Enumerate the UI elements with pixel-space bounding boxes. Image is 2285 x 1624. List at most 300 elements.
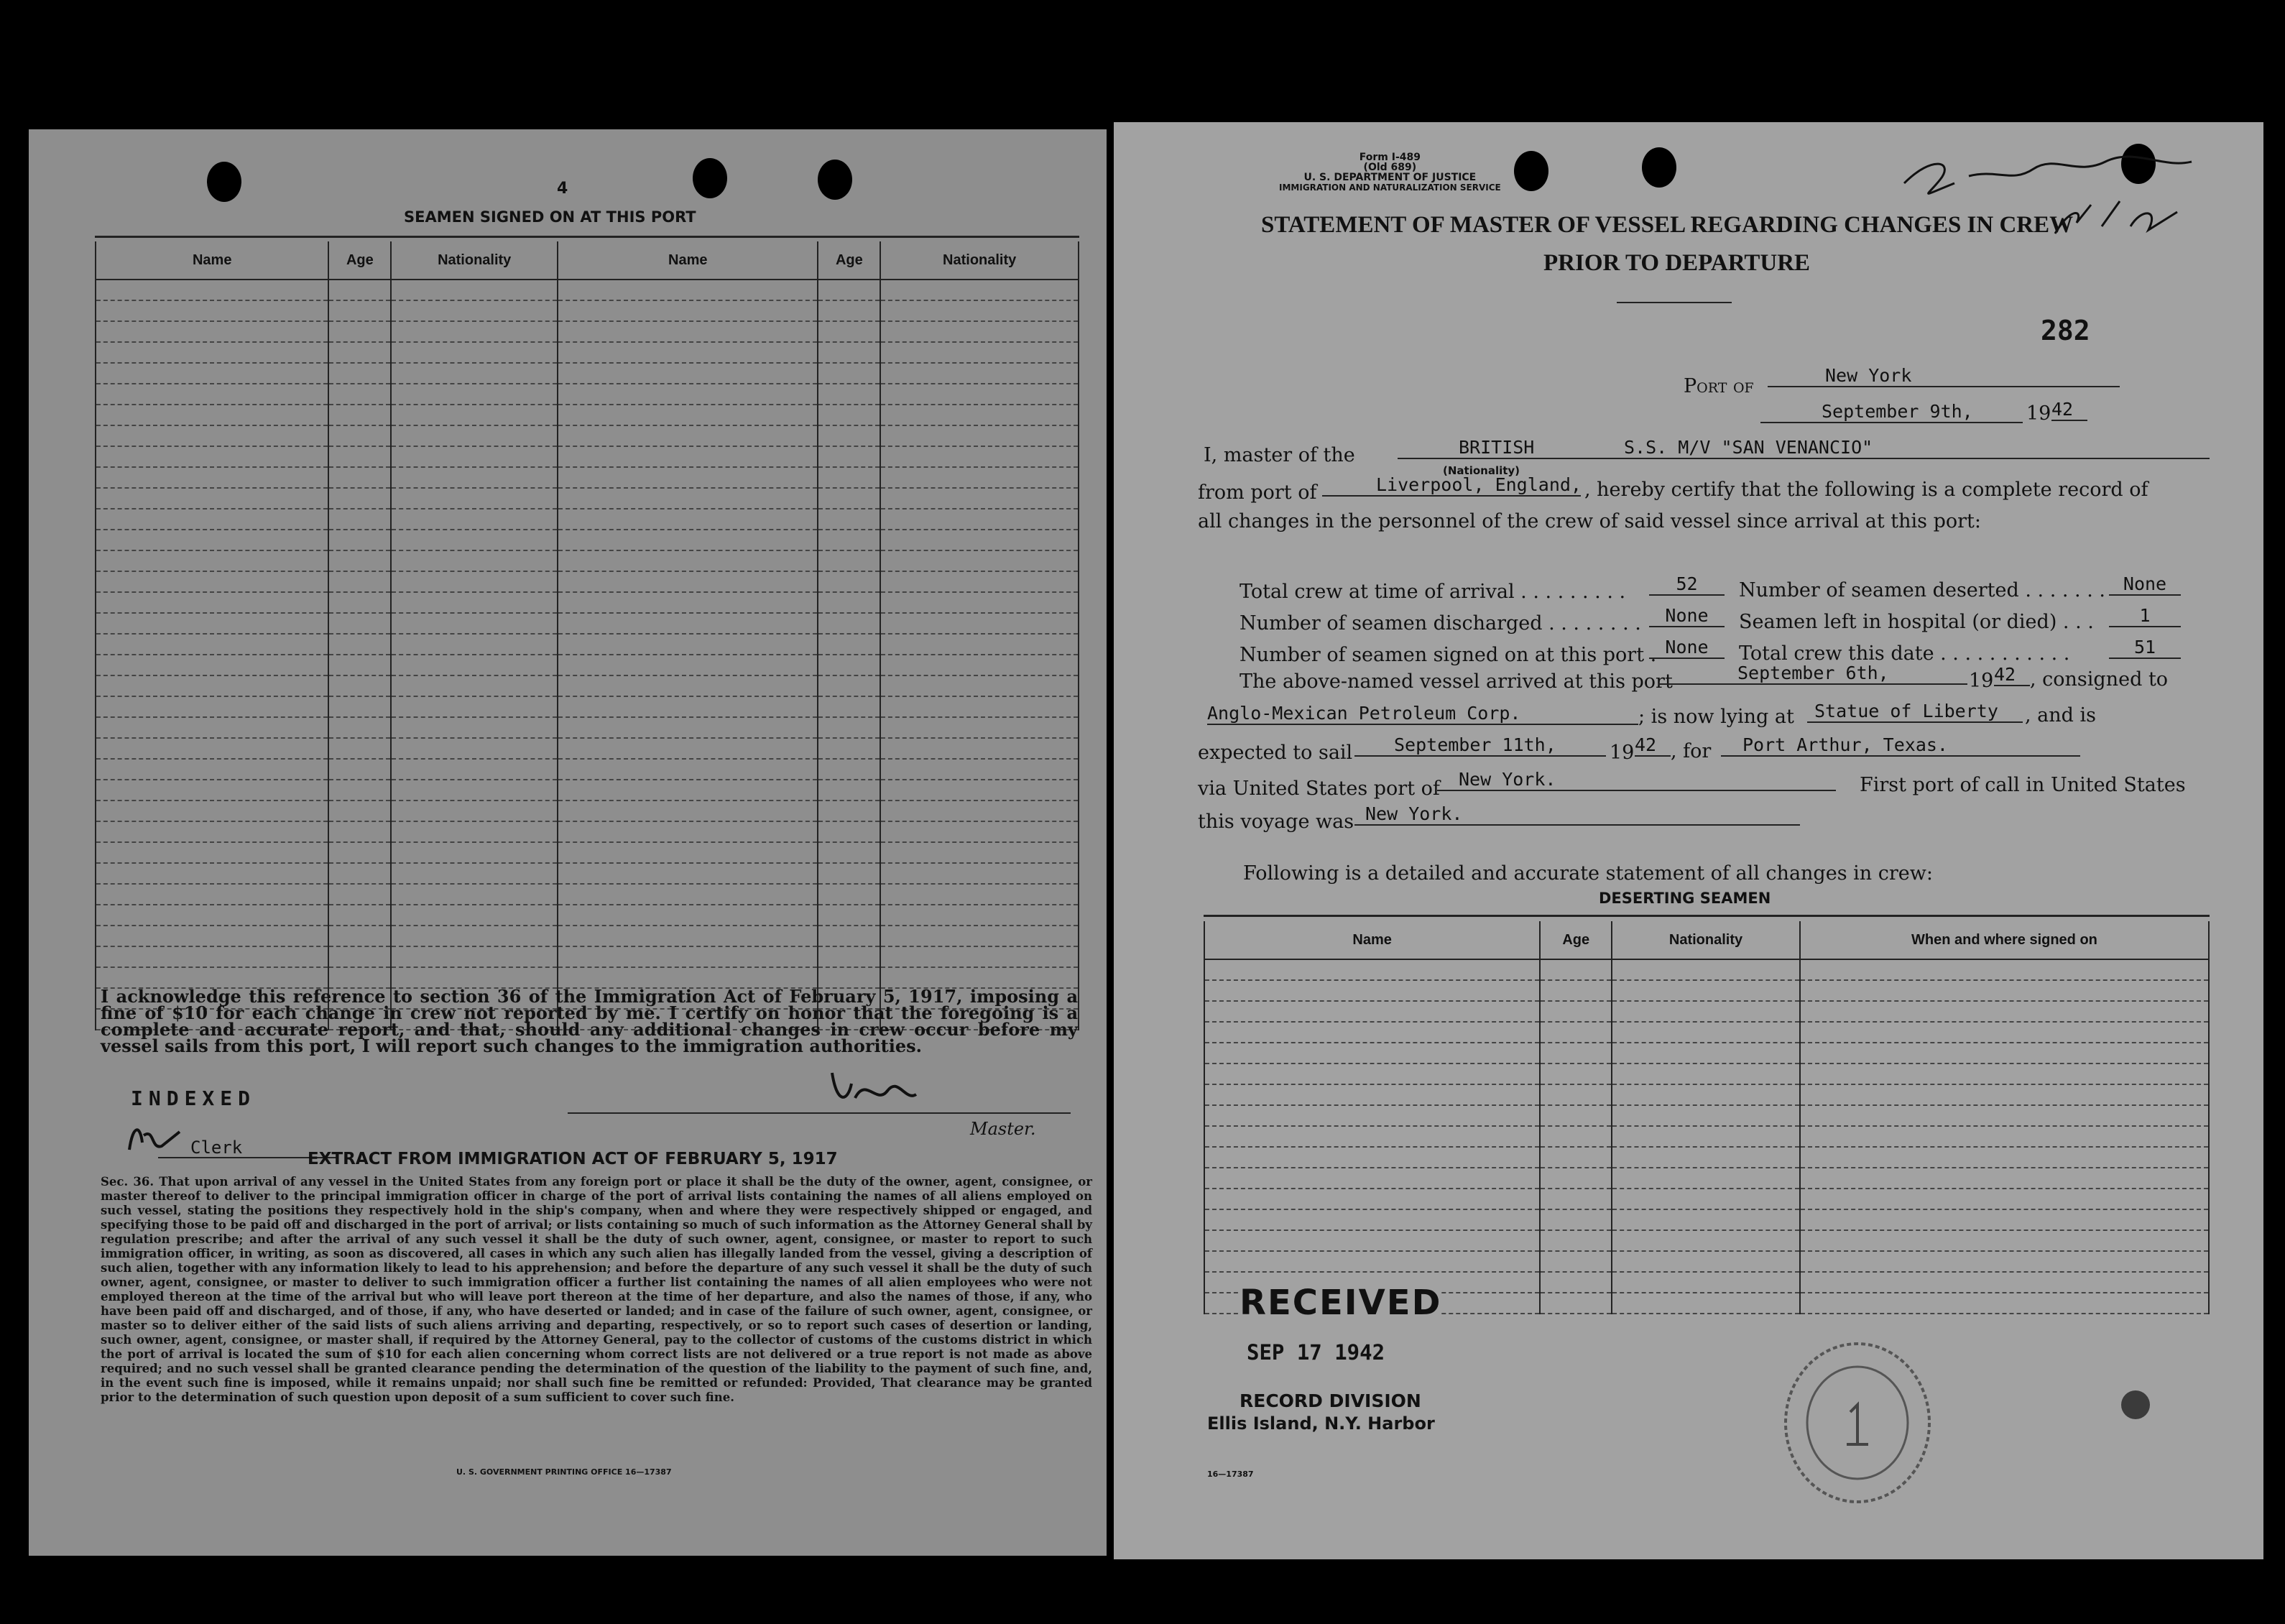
table-cell [328, 550, 391, 571]
seamen-signed-header: SEAMEN SIGNED ON AT THIS PORT [404, 208, 696, 226]
table-cell [818, 675, 880, 696]
table-cell [96, 509, 328, 530]
table-cell [391, 842, 558, 863]
table-cell [558, 592, 818, 613]
acknowledgment-text: I acknowledge this reference to section 36 of the Immigration Act of February 5, 1917, imposing a fine of $10 for each change in crew not reported by me. I certify on honor that the foregoing is a complete and accurate report, and that, should any additional changes in crew occur before my vessel sails from this port, I will report such changes to the immigration authorities. [101, 986, 1078, 1056]
table-cell [1612, 1189, 1800, 1209]
record-division: RECORD DIVISION [1240, 1390, 1421, 1411]
table-row [1204, 1001, 2209, 1022]
divider [1204, 915, 2210, 917]
table-cell [1612, 1293, 1800, 1314]
table-cell [880, 488, 1079, 509]
arrived-date: September 6th, [1658, 663, 1967, 685]
table-cell [96, 634, 328, 655]
table-cell [818, 592, 880, 613]
table-cell [1800, 1209, 2209, 1230]
table-cell [880, 613, 1079, 634]
ellis-island: Ellis Island, N.Y. Harbor [1207, 1413, 1435, 1434]
table-cell [558, 717, 818, 738]
table-cell [391, 946, 558, 967]
master-of-label: I, master of the [1204, 444, 1355, 466]
table-cell [328, 405, 391, 425]
vessel-value: S.S. M/V "SAN VENANCIO" [1624, 437, 2210, 459]
table-cell [558, 738, 818, 759]
table-row [96, 509, 1079, 530]
table-cell [1204, 1189, 1540, 1209]
first-port-text: First port of call in United States [1860, 774, 2186, 796]
stat-label: Seamen left in hospital (or died) . . . [1739, 611, 2094, 633]
round-seal-stamp [1778, 1337, 1937, 1509]
table-cell [558, 321, 818, 342]
stat-label: Total crew at time of arrival . . . . . . . . . [1240, 581, 1626, 603]
table-cell [328, 696, 391, 717]
table-row [96, 342, 1079, 363]
table-cell [96, 592, 328, 613]
table-row [96, 446, 1079, 467]
via-text: via United States port of [1198, 778, 1440, 800]
table-cell [328, 675, 391, 696]
table-cell [558, 488, 818, 509]
table-cell [818, 946, 880, 967]
table-cell [96, 863, 328, 884]
table-row [1204, 1022, 2209, 1043]
table-cell [1800, 1126, 2209, 1147]
table-row [96, 842, 1079, 863]
sail-year: 42 [1635, 734, 1671, 757]
table-cell [880, 425, 1079, 446]
table-cell [1800, 1043, 2209, 1064]
table-cell [328, 780, 391, 801]
table-cell [818, 842, 880, 863]
received-date: SEP 17 1942 [1247, 1340, 1385, 1365]
table-cell [1540, 1084, 1612, 1105]
table-cell [328, 967, 391, 988]
stat-label: Number of seamen deserted . . . . . . . [1739, 579, 2105, 601]
table-row [1204, 1147, 2209, 1168]
table-cell [558, 613, 818, 634]
table-cell [96, 926, 328, 946]
table-cell [328, 509, 391, 530]
divider [95, 236, 1079, 238]
table-cell [391, 801, 558, 821]
table-cell [880, 863, 1079, 884]
table-cell [1612, 1230, 1800, 1251]
table-row [96, 488, 1079, 509]
table-cell [96, 780, 328, 801]
consignee-value: Anglo-Mexican Petroleum Corp. [1207, 703, 1638, 725]
table-cell [558, 509, 818, 530]
table-cell [818, 863, 880, 884]
stat-label: Number of seamen signed on at this port . [1240, 644, 1657, 666]
table-cell [558, 300, 818, 321]
table-cell [96, 550, 328, 571]
table-row [96, 363, 1079, 384]
title-line-2: PRIOR TO DEPARTURE [1543, 250, 1811, 276]
page-number: 4 [557, 180, 568, 198]
table-cell [880, 363, 1079, 384]
table-cell [818, 613, 880, 634]
extract-title: EXTRACT FROM IMMIGRATION ACT OF FEBRUARY 5, 1917 [308, 1150, 838, 1168]
table-cell [328, 842, 391, 863]
form-code: 16—17387 [1207, 1470, 1254, 1479]
table-cell [818, 300, 880, 321]
table-cell [1612, 1022, 1800, 1043]
table-cell [328, 613, 391, 634]
table-cell [818, 696, 880, 717]
extract-text: Sec. 36. That upon arrival of any vessel in the United States from any foreign port or place it shall be the duty of the owner, agent, consignee, or master thereof to deliver to the principal immigration officer in charge of the port of arrival lists containing the names of all aliens employed on such vessel, stating the positions they respectively hold in the ship's company, when and where they were respectively shipped or engaged, and specifying those to be paid off and discharged in the port of arrival; or lists containing so much of such information as the Attorney General shall by regulation prescribe; and after the arrival of any such vessel it shall be the duty of such owner, agent, consignee, or master to report to such immigration officer, in writing, as soon as discovered, all cases in which any such alien has illegally landed from the vessel, giving a description of such alien, together with any information likely to lead to his apprehension; and before the departure of any such vessel it shall be the duty of such owner, agent, consignee, or master to deliver to such immigration officer a further list containing the names of all alien employees who were not employed thereon at the time of the arrival but who will leave port thereon at the time of her departure, and also the names of those, if any, who have been paid off and discharged, and of those, if any, who have deserted or landed; and in case of the failure of such owner, agent, consignee, or master so to deliver either of the said lists of such aliens arriving and departing, respectively, or so to report such cases of desertion or landing, such owner, agent, consignee, or master shall, if required by the Attorney General, pay to the collector of customs of the customs district in which the port of arrival is located the sum of $10 for each alien concerning whom correct lists are not delivered or a true report is not made as above required; and no such vessel shall be granted clearance pending the determination of the question of the liability to the payment of such fine, and, in the event such fine is imposed, while it remains unpaid; nor shall such fine be remitted or refunded: Provided, That clearance may be granted prior to the determination of such question upon deposit of a sum sufficient to cover such fine. [101, 1175, 1092, 1404]
stat-value: None [1649, 605, 1725, 627]
table-cell [391, 884, 558, 905]
all-changes-text: all changes in the personnel of the crew of said vessel since arrival at this port: [1198, 510, 1981, 532]
table-row [96, 738, 1079, 759]
table-cell [1800, 1272, 2209, 1293]
table-cell [96, 280, 328, 300]
table-cell [1540, 1189, 1612, 1209]
table-cell [1204, 1043, 1540, 1064]
table-row [96, 780, 1079, 801]
table-cell [818, 801, 880, 821]
table-cell [880, 759, 1079, 780]
table-cell [96, 717, 328, 738]
table-cell [558, 926, 818, 946]
col-age: Age [1540, 921, 1612, 959]
master-line [568, 1112, 1071, 1114]
table-cell [818, 655, 880, 675]
table-cell [391, 905, 558, 926]
table-cell [96, 884, 328, 905]
sail-date: September 11th, [1354, 734, 1606, 757]
table-cell [391, 363, 558, 384]
year-prefix: 19 [2026, 402, 2051, 425]
table-cell [1204, 1126, 1540, 1147]
table-row [1204, 1084, 2209, 1105]
table-cell [1612, 1209, 1800, 1230]
table-row [96, 946, 1079, 967]
table-cell [558, 759, 818, 780]
table-row [96, 530, 1079, 550]
table-cell [96, 738, 328, 759]
port-label: Port of [1684, 375, 1754, 397]
table-cell [1612, 1001, 1800, 1022]
table-cell [558, 530, 818, 550]
table-cell [1204, 959, 1540, 980]
table-cell [328, 280, 391, 300]
department: U. S. DEPARTMENT OF JUSTICE [1303, 172, 1477, 183]
table-cell [328, 634, 391, 655]
table-cell [1800, 1147, 2209, 1168]
from-port-label: from port of [1198, 481, 1317, 504]
consigned-text: , consigned to [2030, 668, 2169, 691]
table-row [1204, 1209, 2209, 1230]
table-row [96, 696, 1079, 717]
doc-number: 282 [2041, 315, 2090, 346]
table-cell [1800, 1064, 2209, 1084]
table-cell [1540, 1126, 1612, 1147]
table-cell [818, 967, 880, 988]
table-cell [1540, 1293, 1612, 1314]
table-row [96, 759, 1079, 780]
table-row [1204, 1105, 2209, 1126]
table-cell [328, 300, 391, 321]
table-cell [328, 425, 391, 446]
table-cell [880, 655, 1079, 675]
table-cell [818, 405, 880, 425]
table-cell [1204, 1147, 1540, 1168]
table-cell [558, 821, 818, 842]
table-cell [96, 405, 328, 425]
table-cell [880, 321, 1079, 342]
table-cell [1540, 1251, 1612, 1272]
certify-text: , hereby certify that the following is a complete record of [1584, 479, 2148, 501]
table-cell [1540, 1064, 1612, 1084]
table-cell [1204, 1022, 1540, 1043]
table-cell [880, 801, 1079, 821]
table-row [1204, 1251, 2209, 1272]
ink-blot [2121, 1390, 2150, 1419]
table-cell [96, 342, 328, 363]
punch-hole [1514, 151, 1548, 191]
table-cell [1540, 959, 1612, 980]
left-page [29, 129, 1107, 1556]
table-cell [391, 321, 558, 342]
table-cell [96, 488, 328, 509]
arrived-year-prefix: 19 [1969, 670, 1994, 692]
table-cell [1204, 1168, 1540, 1189]
table-cell [818, 571, 880, 592]
stat-value: None [2109, 573, 2181, 596]
table-cell [1800, 1293, 2209, 1314]
table-cell [558, 655, 818, 675]
table-row [1204, 1064, 2209, 1084]
table-cell [391, 405, 558, 425]
table-cell [558, 801, 818, 821]
stat-value: None [1649, 637, 1725, 659]
table-cell [96, 467, 328, 488]
table-cell [558, 884, 818, 905]
voyage-text: this voyage was [1198, 811, 1354, 833]
table-cell [818, 550, 880, 571]
table-cell [96, 613, 328, 634]
table-row [1204, 1168, 2209, 1189]
table-cell [328, 446, 391, 467]
table-cell [1800, 1251, 2209, 1272]
table-cell [880, 738, 1079, 759]
table-cell [391, 738, 558, 759]
table-cell [880, 280, 1079, 300]
table-cell [96, 425, 328, 446]
punch-hole [1642, 147, 1676, 188]
table-cell [818, 342, 880, 363]
table-cell [880, 342, 1079, 363]
table-cell [558, 405, 818, 425]
table-cell [328, 321, 391, 342]
table-cell [96, 363, 328, 384]
table-cell [1204, 1001, 1540, 1022]
table-row [96, 821, 1079, 842]
table-cell [880, 780, 1079, 801]
table-cell [1204, 1230, 1540, 1251]
table-cell [391, 967, 558, 988]
table-cell [328, 530, 391, 550]
table-cell [328, 821, 391, 842]
table-cell [96, 321, 328, 342]
table-cell [96, 821, 328, 842]
table-cell [391, 384, 558, 405]
table-row [1204, 980, 2209, 1001]
table-row [96, 884, 1079, 905]
table-cell [818, 780, 880, 801]
indexed-stamp: INDEXED [131, 1086, 257, 1110]
and-is-text: , and is [2025, 704, 2097, 726]
table-cell [818, 488, 880, 509]
table-cell [1540, 1022, 1612, 1043]
table-cell [391, 780, 558, 801]
table-cell [328, 384, 391, 405]
table-cell [558, 675, 818, 696]
lying-at-value: Statue of Liberty [1807, 701, 2023, 723]
table-cell [1612, 1064, 1800, 1084]
table-row [96, 425, 1079, 446]
lying-text: ; is now lying at [1638, 706, 1794, 728]
table-cell [880, 842, 1079, 863]
table-cell [1800, 1001, 2209, 1022]
table-cell [558, 967, 818, 988]
table-cell [1612, 1043, 1800, 1064]
table-cell [558, 863, 818, 884]
nationality-caption: (Nationality) [1443, 464, 1520, 477]
table-cell [818, 905, 880, 926]
table-cell [328, 905, 391, 926]
table-cell [1800, 980, 2209, 1001]
table-cell [1800, 1105, 2209, 1126]
table-cell [391, 488, 558, 509]
table-row [1204, 1189, 2209, 1209]
table-cell [558, 634, 818, 655]
table-cell [818, 530, 880, 550]
table-row [96, 467, 1079, 488]
table-cell [1204, 1251, 1540, 1272]
table-row [96, 550, 1079, 571]
col-name: Name [558, 241, 818, 280]
table-cell [96, 571, 328, 592]
table-cell [391, 571, 558, 592]
table-cell [1800, 1230, 2209, 1251]
table-cell [391, 675, 558, 696]
table-row [96, 405, 1079, 425]
table-cell [1540, 1105, 1612, 1126]
table-cell [880, 405, 1079, 425]
table-cell [328, 342, 391, 363]
table-cell [880, 550, 1079, 571]
table-cell [96, 300, 328, 321]
table-cell [96, 675, 328, 696]
master-signature [826, 1062, 920, 1112]
table-cell [1540, 1272, 1612, 1293]
table-cell [391, 613, 558, 634]
table-cell [391, 696, 558, 717]
table-row [96, 592, 1079, 613]
table-cell [328, 571, 391, 592]
stat-value: 51 [2109, 637, 2181, 659]
col-nationality: Nationality [391, 241, 558, 280]
table-row [96, 321, 1079, 342]
punch-hole [693, 158, 727, 198]
year-value: 42 [2051, 399, 2087, 421]
service: IMMIGRATION AND NATURALIZATION SERVICE [1279, 183, 1501, 193]
table-cell [880, 696, 1079, 717]
deserting-header: DESERTING SEAMEN [1599, 890, 1771, 907]
table-cell [391, 467, 558, 488]
table-cell [391, 717, 558, 738]
table-cell [1204, 1105, 1540, 1126]
table-cell [1540, 1168, 1612, 1189]
arrived-year: 42 [1994, 664, 2030, 686]
table-cell [1612, 980, 1800, 1001]
table-cell [818, 884, 880, 905]
table-cell [96, 446, 328, 467]
printing-office: U. S. GOVERNMENT PRINTING OFFICE 16—17387 [456, 1467, 672, 1477]
table-cell [880, 384, 1079, 405]
clerk-initials [122, 1121, 187, 1157]
table-cell [880, 675, 1079, 696]
table-cell [818, 280, 880, 300]
table-cell [1800, 959, 2209, 980]
table-cell [1800, 1022, 2209, 1043]
form-old: (Old 689) [1363, 162, 1417, 173]
table-row [1204, 1126, 2209, 1147]
table-cell [391, 821, 558, 842]
table-row [96, 926, 1079, 946]
table-cell [880, 530, 1079, 550]
table-cell [880, 634, 1079, 655]
table-cell [391, 759, 558, 780]
table-cell [328, 759, 391, 780]
col-when-where: When and where signed on [1800, 921, 2209, 959]
table-cell [391, 425, 558, 446]
seamen-signed-table [95, 241, 1079, 1030]
table-row [96, 905, 1079, 926]
table-cell [328, 363, 391, 384]
table-cell [558, 842, 818, 863]
form-id: Form I-489 [1359, 152, 1421, 163]
table-cell [1540, 1001, 1612, 1022]
table-cell [1612, 1105, 1800, 1126]
table-cell [558, 446, 818, 467]
table-cell [1800, 1084, 2209, 1105]
col-nationality: Nationality [880, 241, 1079, 280]
table-cell [96, 384, 328, 405]
table-cell [1540, 1043, 1612, 1064]
port-value: New York [1768, 365, 2120, 387]
table-cell [558, 363, 818, 384]
table-cell [391, 634, 558, 655]
table-cell [1800, 1189, 2209, 1209]
table-cell [818, 384, 880, 405]
table-cell [1612, 1147, 1800, 1168]
table-cell [1612, 1168, 1800, 1189]
punch-hole [818, 160, 852, 200]
master-label: Master. [970, 1119, 1036, 1139]
table-cell [391, 446, 558, 467]
form-id-block [1279, 152, 1501, 193]
table-cell [818, 759, 880, 780]
table-row [96, 863, 1079, 884]
table-cell [96, 655, 328, 675]
table-cell [328, 884, 391, 905]
stat-label: Number of seamen discharged . . . . . . . . [1240, 612, 1641, 635]
stat-label: Total crew this date . . . . . . . . . . . [1739, 642, 2070, 665]
table-row [96, 280, 1079, 300]
